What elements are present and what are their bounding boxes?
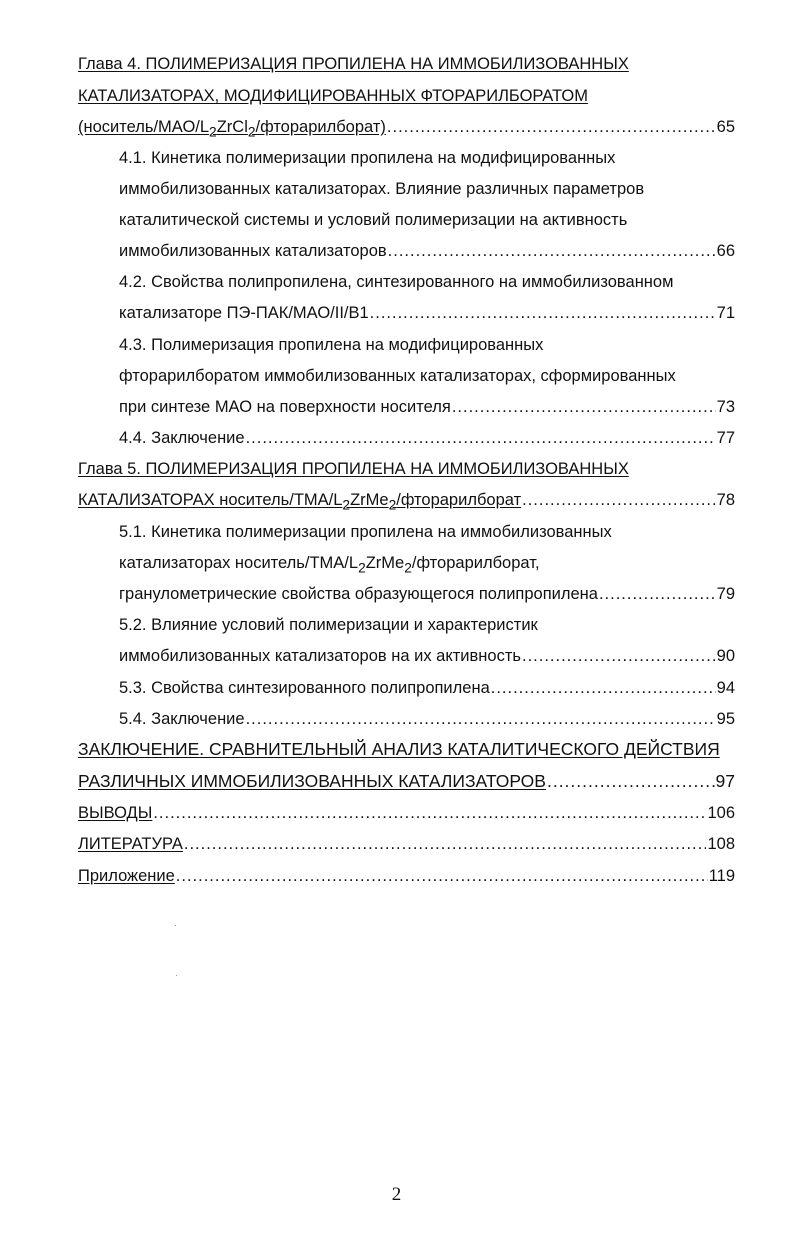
dot-leader bbox=[246, 709, 716, 729]
page-ref: 71 bbox=[716, 304, 735, 322]
page-ref: 97 bbox=[715, 771, 735, 791]
toc-text: 4.4. Заключение bbox=[119, 429, 245, 447]
scan-speck bbox=[175, 925, 176, 926]
dot-leader bbox=[176, 866, 708, 886]
section-5-4[interactable] bbox=[119, 709, 735, 729]
toc-text: иммобилизованных катализаторах. Влияние различных параметров bbox=[119, 180, 645, 198]
toc-text: гранулометрические свойства образующегося полипропилена bbox=[119, 585, 598, 603]
page-ref: 73 bbox=[716, 398, 735, 416]
page-ref: 78 bbox=[716, 491, 735, 509]
toc-text: 5.1. Кинетика полимеризации пропилена на иммобилизованных bbox=[119, 523, 612, 541]
section-4-2-line-1[interactable] bbox=[119, 272, 735, 292]
toc-text: при синтезе МАО на поверхности носителя bbox=[119, 398, 451, 416]
toc-text: фторарилборатом иммобилизованных катализаторах, сформированных bbox=[119, 367, 676, 385]
dot-leader bbox=[599, 584, 716, 604]
page-number: 2 bbox=[391, 1184, 402, 1205]
dot-leader bbox=[184, 834, 707, 854]
section-4-2-line-2[interactable] bbox=[119, 303, 735, 323]
page-ref: 119 bbox=[708, 867, 735, 885]
toc-text: иммобилизованных катализаторов на их активность bbox=[119, 647, 521, 665]
section-4-3-line-2[interactable] bbox=[119, 366, 735, 386]
section-5-1-line-2[interactable] bbox=[119, 553, 735, 578]
toc-text: Приложение bbox=[78, 867, 175, 885]
dot-leader bbox=[246, 428, 716, 448]
page-ref: 95 bbox=[716, 710, 735, 728]
scan-speck bbox=[176, 975, 177, 976]
toc-text: 4.2. Свойства полипропилена, синтезированного на иммобилизованном bbox=[119, 273, 674, 291]
toc-text: $(носитель/МАО/L_2ZrCl_2/фторарилборат)$ bbox=[78, 118, 386, 140]
dot-leader bbox=[491, 678, 716, 698]
toc-text: РАЗЛИЧНЫХ ИММОБИЛИЗОВАННЫХ КАТАЛИЗАТОРОВ bbox=[78, 771, 546, 791]
toc-text: каталитической системы и условий полимеризации на активность bbox=[119, 211, 628, 229]
page-ref: 79 bbox=[716, 585, 735, 603]
toc-text: 5.3. Свойства синтезированного полипропилена bbox=[119, 679, 490, 697]
section-4-1-line-2[interactable] bbox=[119, 179, 735, 199]
dot-leader bbox=[522, 490, 716, 510]
section-4-4[interactable] bbox=[119, 428, 735, 448]
section-4-1-line-4[interactable] bbox=[119, 241, 735, 261]
toc-text: иммобилизованных катализаторов bbox=[119, 242, 387, 260]
dot-leader bbox=[370, 303, 716, 323]
page-ref: 77 bbox=[716, 429, 735, 447]
section-5-2-line-2[interactable] bbox=[119, 646, 735, 666]
section-5-1-line-1[interactable] bbox=[119, 522, 735, 542]
section-4-3-line-3[interactable] bbox=[119, 397, 735, 417]
literature-entry[interactable] bbox=[78, 834, 735, 854]
conclusion-title-line-1[interactable] bbox=[78, 739, 735, 759]
dot-leader bbox=[387, 117, 716, 137]
appendix-entry[interactable] bbox=[78, 866, 735, 886]
toc-text: 4.3. Полимеризация пропилена на модифицированных bbox=[119, 336, 544, 354]
toc-text: 5.4. Заключение bbox=[119, 710, 245, 728]
chapter-4-title-line-2[interactable] bbox=[78, 86, 735, 106]
chapter-4-title-line-3[interactable] bbox=[78, 117, 735, 142]
dot-leader bbox=[153, 803, 706, 823]
page-ref: 108 bbox=[707, 835, 735, 853]
toc-text: ВЫВОДЫ bbox=[78, 804, 153, 822]
toc-text: ЗАКЛЮЧЕНИЕ. СРАВНИТЕЛЬНЫЙ АНАЛИЗ КАТАЛИТИЧЕСКОГО ДЕЙСТВИЯ bbox=[78, 739, 720, 759]
conclusion-title-line-2[interactable] bbox=[78, 771, 735, 791]
toc-text: 5.2. Влияние условий полимеризации и характеристик bbox=[119, 616, 538, 634]
dot-leader bbox=[388, 241, 716, 261]
conclusions-entry[interactable] bbox=[78, 803, 735, 823]
section-4-1-line-3[interactable] bbox=[119, 210, 735, 230]
dot-leader bbox=[522, 646, 716, 666]
chapter-4-title-line-1[interactable] bbox=[78, 54, 735, 74]
dot-leader bbox=[547, 771, 715, 791]
page-ref: 66 bbox=[716, 242, 735, 260]
page-ref: 106 bbox=[707, 804, 735, 822]
toc-text: катализаторе ПЭ-ПАК/МАО/II/B1 bbox=[119, 304, 369, 322]
section-4-1-line-1[interactable] bbox=[119, 148, 735, 168]
toc-text: Глава 4. ПОЛИМЕРИЗАЦИЯ ПРОПИЛЕНА НА ИММОБИЛИЗОВАННЫХ bbox=[78, 55, 629, 73]
toc-text: катализаторах носитель/$ТМА/L_2ZrMe_2$/фторарилборат, bbox=[119, 554, 540, 576]
section-4-3-line-1[interactable] bbox=[119, 335, 735, 355]
section-5-2-line-1[interactable] bbox=[119, 615, 735, 635]
page-ref: 90 bbox=[716, 647, 735, 665]
section-5-3[interactable] bbox=[119, 678, 735, 698]
toc-text: Глава 5. ПОЛИМЕРИЗАЦИЯ ПРОПИЛЕНА НА ИММОБИЛИЗОВАННЫХ bbox=[78, 460, 629, 478]
toc-text: КАТАЛИЗАТОРАХ носитель/$ТМА/L_2ZrMe_2$/фторарилборат bbox=[78, 491, 522, 513]
toc-text: ЛИТЕРАТУРА bbox=[78, 835, 183, 853]
chapter-5-title-line-2[interactable] bbox=[78, 490, 735, 515]
page-ref: 94 bbox=[716, 679, 735, 697]
page-ref: 65 bbox=[716, 118, 735, 136]
toc-text: 4.1. Кинетика полимеризации пропилена на модифицированных bbox=[119, 149, 616, 167]
dot-leader bbox=[452, 397, 716, 417]
section-5-1-line-3[interactable] bbox=[119, 584, 735, 604]
toc-text: КАТАЛИЗАТОРАХ, МОДИФИЦИРОВАННЫХ ФТОРАРИЛБОРАТОМ bbox=[78, 87, 588, 105]
chapter-5-title-line-1[interactable] bbox=[78, 459, 735, 479]
